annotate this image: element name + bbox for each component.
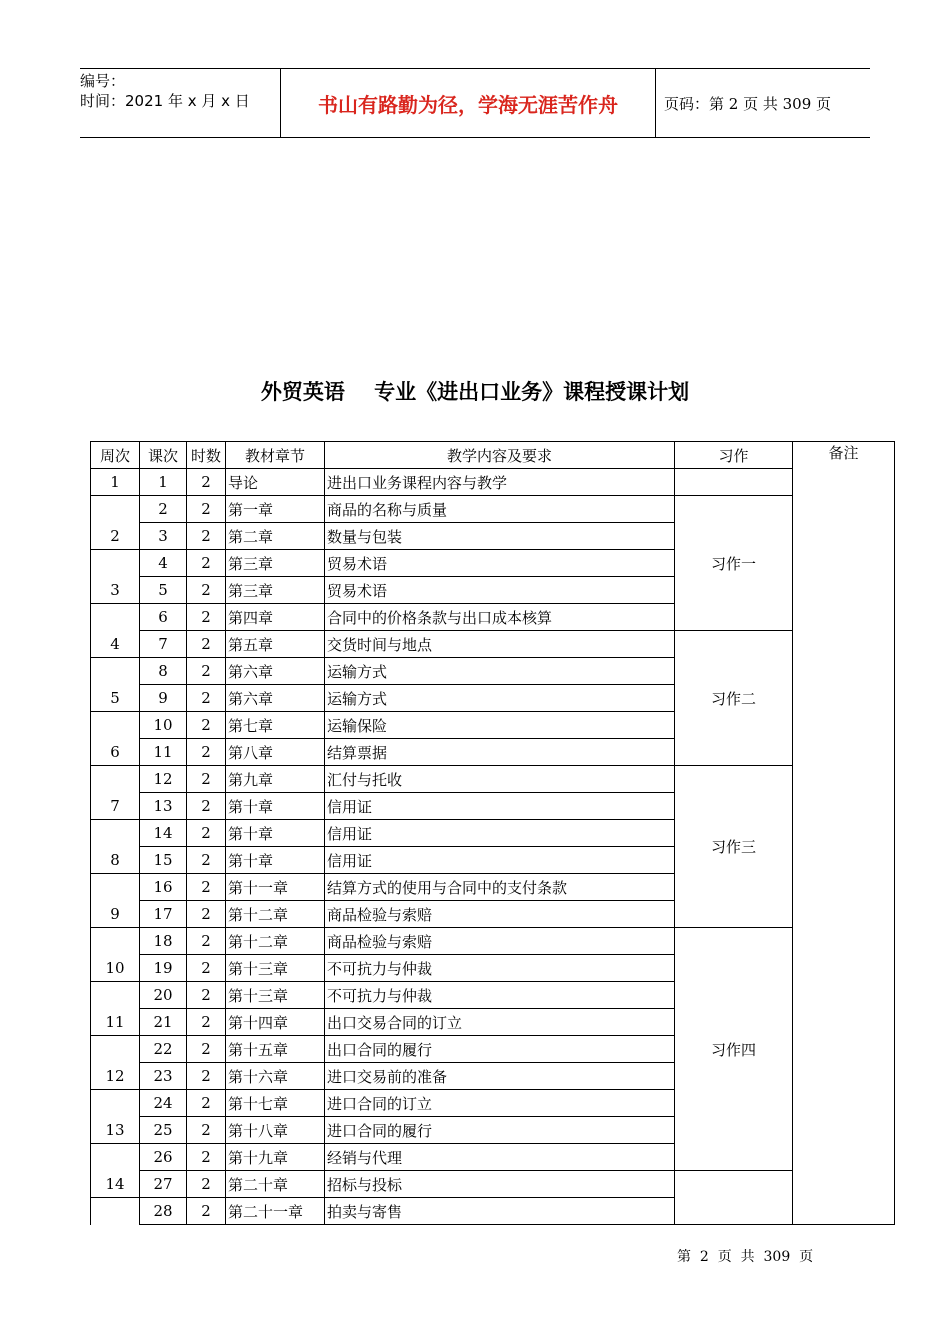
hours-cell: 2 — [187, 1036, 226, 1063]
chapter-cell: 第四章 — [226, 604, 325, 631]
week-cell — [91, 496, 140, 523]
week-cell: 2 — [91, 523, 140, 550]
chapter-cell: 第六章 — [226, 658, 325, 685]
lesson-cell: 13 — [140, 793, 187, 820]
table-row — [91, 496, 895, 523]
content-cell: 汇付与托收 — [325, 766, 675, 793]
content-cell: 不可抗力与仲裁 — [325, 955, 675, 982]
week-cell: 7 — [91, 793, 140, 820]
content-cell: 商品检验与索赔 — [325, 901, 675, 928]
exercise-cell: 习作二 — [675, 631, 793, 766]
week-cell: 13 — [91, 1117, 140, 1144]
lesson-cell: 28 — [140, 1198, 187, 1225]
hours-cell: 2 — [187, 847, 226, 874]
week-cell: 5 — [91, 685, 140, 712]
chapter-cell: 第五章 — [226, 631, 325, 658]
content-cell: 进口合同的订立 — [325, 1090, 675, 1117]
chapter-cell: 第十四章 — [226, 1009, 325, 1036]
hours-cell: 2 — [187, 1198, 226, 1225]
hours-cell: 2 — [187, 901, 226, 928]
exercise-cell: 习作三 — [675, 766, 793, 928]
week-cell — [91, 1090, 140, 1117]
hours-cell: 2 — [187, 955, 226, 982]
week-cell — [91, 1036, 140, 1063]
chapter-cell: 第十一章 — [226, 874, 325, 901]
chapter-cell: 第九章 — [226, 766, 325, 793]
lesson-cell: 4 — [140, 550, 187, 577]
week-cell: 1 — [91, 469, 140, 496]
hours-cell: 2 — [187, 1171, 226, 1198]
header-remark: 备注 — [793, 442, 895, 1225]
lesson-cell: 10 — [140, 712, 187, 739]
lesson-cell: 3 — [140, 523, 187, 550]
table-row — [91, 928, 895, 955]
table-header-row — [91, 442, 895, 469]
chapter-cell: 第八章 — [226, 739, 325, 766]
lesson-cell: 20 — [140, 982, 187, 1009]
lesson-cell: 17 — [140, 901, 187, 928]
lesson-cell: 23 — [140, 1063, 187, 1090]
hours-cell: 2 — [187, 982, 226, 1009]
chapter-cell: 第十二章 — [226, 928, 325, 955]
header-hours: 时数 — [187, 442, 226, 469]
week-cell — [91, 550, 140, 577]
content-cell: 贸易术语 — [325, 550, 675, 577]
chapter-cell: 第十章 — [226, 820, 325, 847]
chapter-cell: 第二章 — [226, 523, 325, 550]
content-cell: 不可抗力与仲裁 — [325, 982, 675, 1009]
content-cell: 信用证 — [325, 793, 675, 820]
chapter-cell: 第十九章 — [226, 1144, 325, 1171]
page-title: 外贸英语 专业《进出口业务》课程授课计划 — [260, 380, 690, 404]
header-exercise: 习作 — [675, 442, 793, 469]
week-cell — [91, 766, 140, 793]
number-label: 编号： — [80, 72, 126, 90]
content-cell: 合同中的价格条款与出口成本核算 — [325, 604, 675, 631]
hours-cell: 2 — [187, 739, 226, 766]
header-chapter: 教材章节 — [226, 442, 325, 469]
header-lesson: 课次 — [140, 442, 187, 469]
header-week: 周次 — [91, 442, 140, 469]
lesson-cell: 15 — [140, 847, 187, 874]
lesson-cell: 21 — [140, 1009, 187, 1036]
lesson-cell: 5 — [140, 577, 187, 604]
hours-cell: 2 — [187, 874, 226, 901]
content-cell: 进口交易前的准备 — [325, 1063, 675, 1090]
content-cell: 商品检验与索赔 — [325, 928, 675, 955]
week-cell: 6 — [91, 739, 140, 766]
week-cell — [91, 874, 140, 901]
lesson-cell: 6 — [140, 604, 187, 631]
hours-cell: 2 — [187, 712, 226, 739]
content-cell: 运输方式 — [325, 658, 675, 685]
lesson-cell: 7 — [140, 631, 187, 658]
table-row — [91, 1171, 895, 1198]
hours-cell: 2 — [187, 469, 226, 496]
hours-cell: 2 — [187, 604, 226, 631]
week-cell: 3 — [91, 577, 140, 604]
document-header — [80, 68, 870, 138]
week-cell — [91, 658, 140, 685]
content-cell: 信用证 — [325, 820, 675, 847]
hours-cell: 2 — [187, 766, 226, 793]
lesson-cell: 26 — [140, 1144, 187, 1171]
week-cell: 4 — [91, 631, 140, 658]
content-cell: 交货时间与地点 — [325, 631, 675, 658]
exercise-cell — [675, 469, 793, 496]
content-cell: 商品的名称与质量 — [325, 496, 675, 523]
content-cell: 进出口业务课程内容与教学 — [325, 469, 675, 496]
lesson-cell: 27 — [140, 1171, 187, 1198]
hours-cell: 2 — [187, 1144, 226, 1171]
week-cell: 12 — [91, 1063, 140, 1090]
lesson-cell: 9 — [140, 685, 187, 712]
week-cell: 8 — [91, 847, 140, 874]
hours-cell: 2 — [187, 1063, 226, 1090]
chapter-cell: 第十三章 — [226, 955, 325, 982]
content-cell: 结算票据 — [325, 739, 675, 766]
content-cell: 数量与包装 — [325, 523, 675, 550]
lesson-cell: 18 — [140, 928, 187, 955]
week-cell: 14 — [91, 1171, 140, 1198]
chapter-cell: 第二十一章 — [226, 1198, 325, 1225]
course-plan-table — [90, 441, 895, 1225]
chapter-cell: 第六章 — [226, 685, 325, 712]
content-cell: 贸易术语 — [325, 577, 675, 604]
time-label: 时间：2021 年 x 月 x 日 — [80, 92, 250, 110]
content-cell: 经销与代理 — [325, 1144, 675, 1171]
lesson-cell: 22 — [140, 1036, 187, 1063]
lesson-cell: 14 — [140, 820, 187, 847]
hours-cell: 2 — [187, 577, 226, 604]
content-cell: 运输保险 — [325, 712, 675, 739]
hours-cell: 2 — [187, 523, 226, 550]
week-cell — [91, 604, 140, 631]
lesson-cell: 1 — [140, 469, 187, 496]
hours-cell: 2 — [187, 496, 226, 523]
content-cell: 进口合同的履行 — [325, 1117, 675, 1144]
week-cell — [91, 1144, 140, 1171]
content-cell: 出口交易合同的订立 — [325, 1009, 675, 1036]
table-row — [91, 469, 895, 496]
chapter-cell: 导论 — [226, 469, 325, 496]
chapter-cell: 第一章 — [226, 496, 325, 523]
content-cell: 招标与投标 — [325, 1171, 675, 1198]
content-cell: 拍卖与寄售 — [325, 1198, 675, 1225]
week-cell — [91, 982, 140, 1009]
hours-cell: 2 — [187, 1090, 226, 1117]
lesson-cell: 24 — [140, 1090, 187, 1117]
lesson-cell: 25 — [140, 1117, 187, 1144]
chapter-cell: 第十七章 — [226, 1090, 325, 1117]
exercise-cell: 习作一 — [675, 496, 793, 631]
hours-cell: 2 — [187, 793, 226, 820]
content-cell: 结算方式的使用与合同中的支付条款 — [325, 874, 675, 901]
hours-cell: 2 — [187, 631, 226, 658]
hours-cell: 2 — [187, 1009, 226, 1036]
page-info: 页码：第 2 页 共 309 页 — [664, 94, 832, 113]
lesson-cell: 12 — [140, 766, 187, 793]
content-cell: 出口合同的履行 — [325, 1036, 675, 1063]
hours-cell: 2 — [187, 928, 226, 955]
chapter-cell: 第十三章 — [226, 982, 325, 1009]
chapter-cell: 第二十章 — [226, 1171, 325, 1198]
hours-cell: 2 — [187, 658, 226, 685]
table-row — [91, 631, 895, 658]
week-cell: 11 — [91, 1009, 140, 1036]
header-content: 教学内容及要求 — [325, 442, 675, 469]
chapter-cell: 第十章 — [226, 847, 325, 874]
table-row — [91, 766, 895, 793]
chapter-cell: 第十八章 — [226, 1117, 325, 1144]
motto: 书山有路勤为径，学海无涯苦作舟 — [280, 69, 656, 137]
hours-cell: 2 — [187, 820, 226, 847]
exercise-cell: 习作四 — [675, 928, 793, 1171]
chapter-cell: 第十五章 — [226, 1036, 325, 1063]
chapter-cell: 第三章 — [226, 550, 325, 577]
chapter-cell: 第十二章 — [226, 901, 325, 928]
week-cell — [91, 1198, 140, 1225]
week-cell — [91, 928, 140, 955]
header-meta — [80, 69, 280, 139]
chapter-cell: 第三章 — [226, 577, 325, 604]
chapter-cell: 第十六章 — [226, 1063, 325, 1090]
hours-cell: 2 — [187, 685, 226, 712]
chapter-cell: 第十章 — [226, 793, 325, 820]
lesson-cell: 2 — [140, 496, 187, 523]
content-cell: 运输方式 — [325, 685, 675, 712]
week-cell: 9 — [91, 901, 140, 928]
lesson-cell: 19 — [140, 955, 187, 982]
content-cell: 信用证 — [325, 847, 675, 874]
hours-cell: 2 — [187, 550, 226, 577]
week-cell — [91, 712, 140, 739]
chapter-cell: 第七章 — [226, 712, 325, 739]
exercise-cell — [675, 1171, 793, 1225]
week-cell — [91, 820, 140, 847]
lesson-cell: 8 — [140, 658, 187, 685]
lesson-cell: 11 — [140, 739, 187, 766]
week-cell: 10 — [91, 955, 140, 982]
page-footer: 第 2 页 共 309 页 — [677, 1249, 814, 1265]
lesson-cell: 16 — [140, 874, 187, 901]
hours-cell: 2 — [187, 1117, 226, 1144]
